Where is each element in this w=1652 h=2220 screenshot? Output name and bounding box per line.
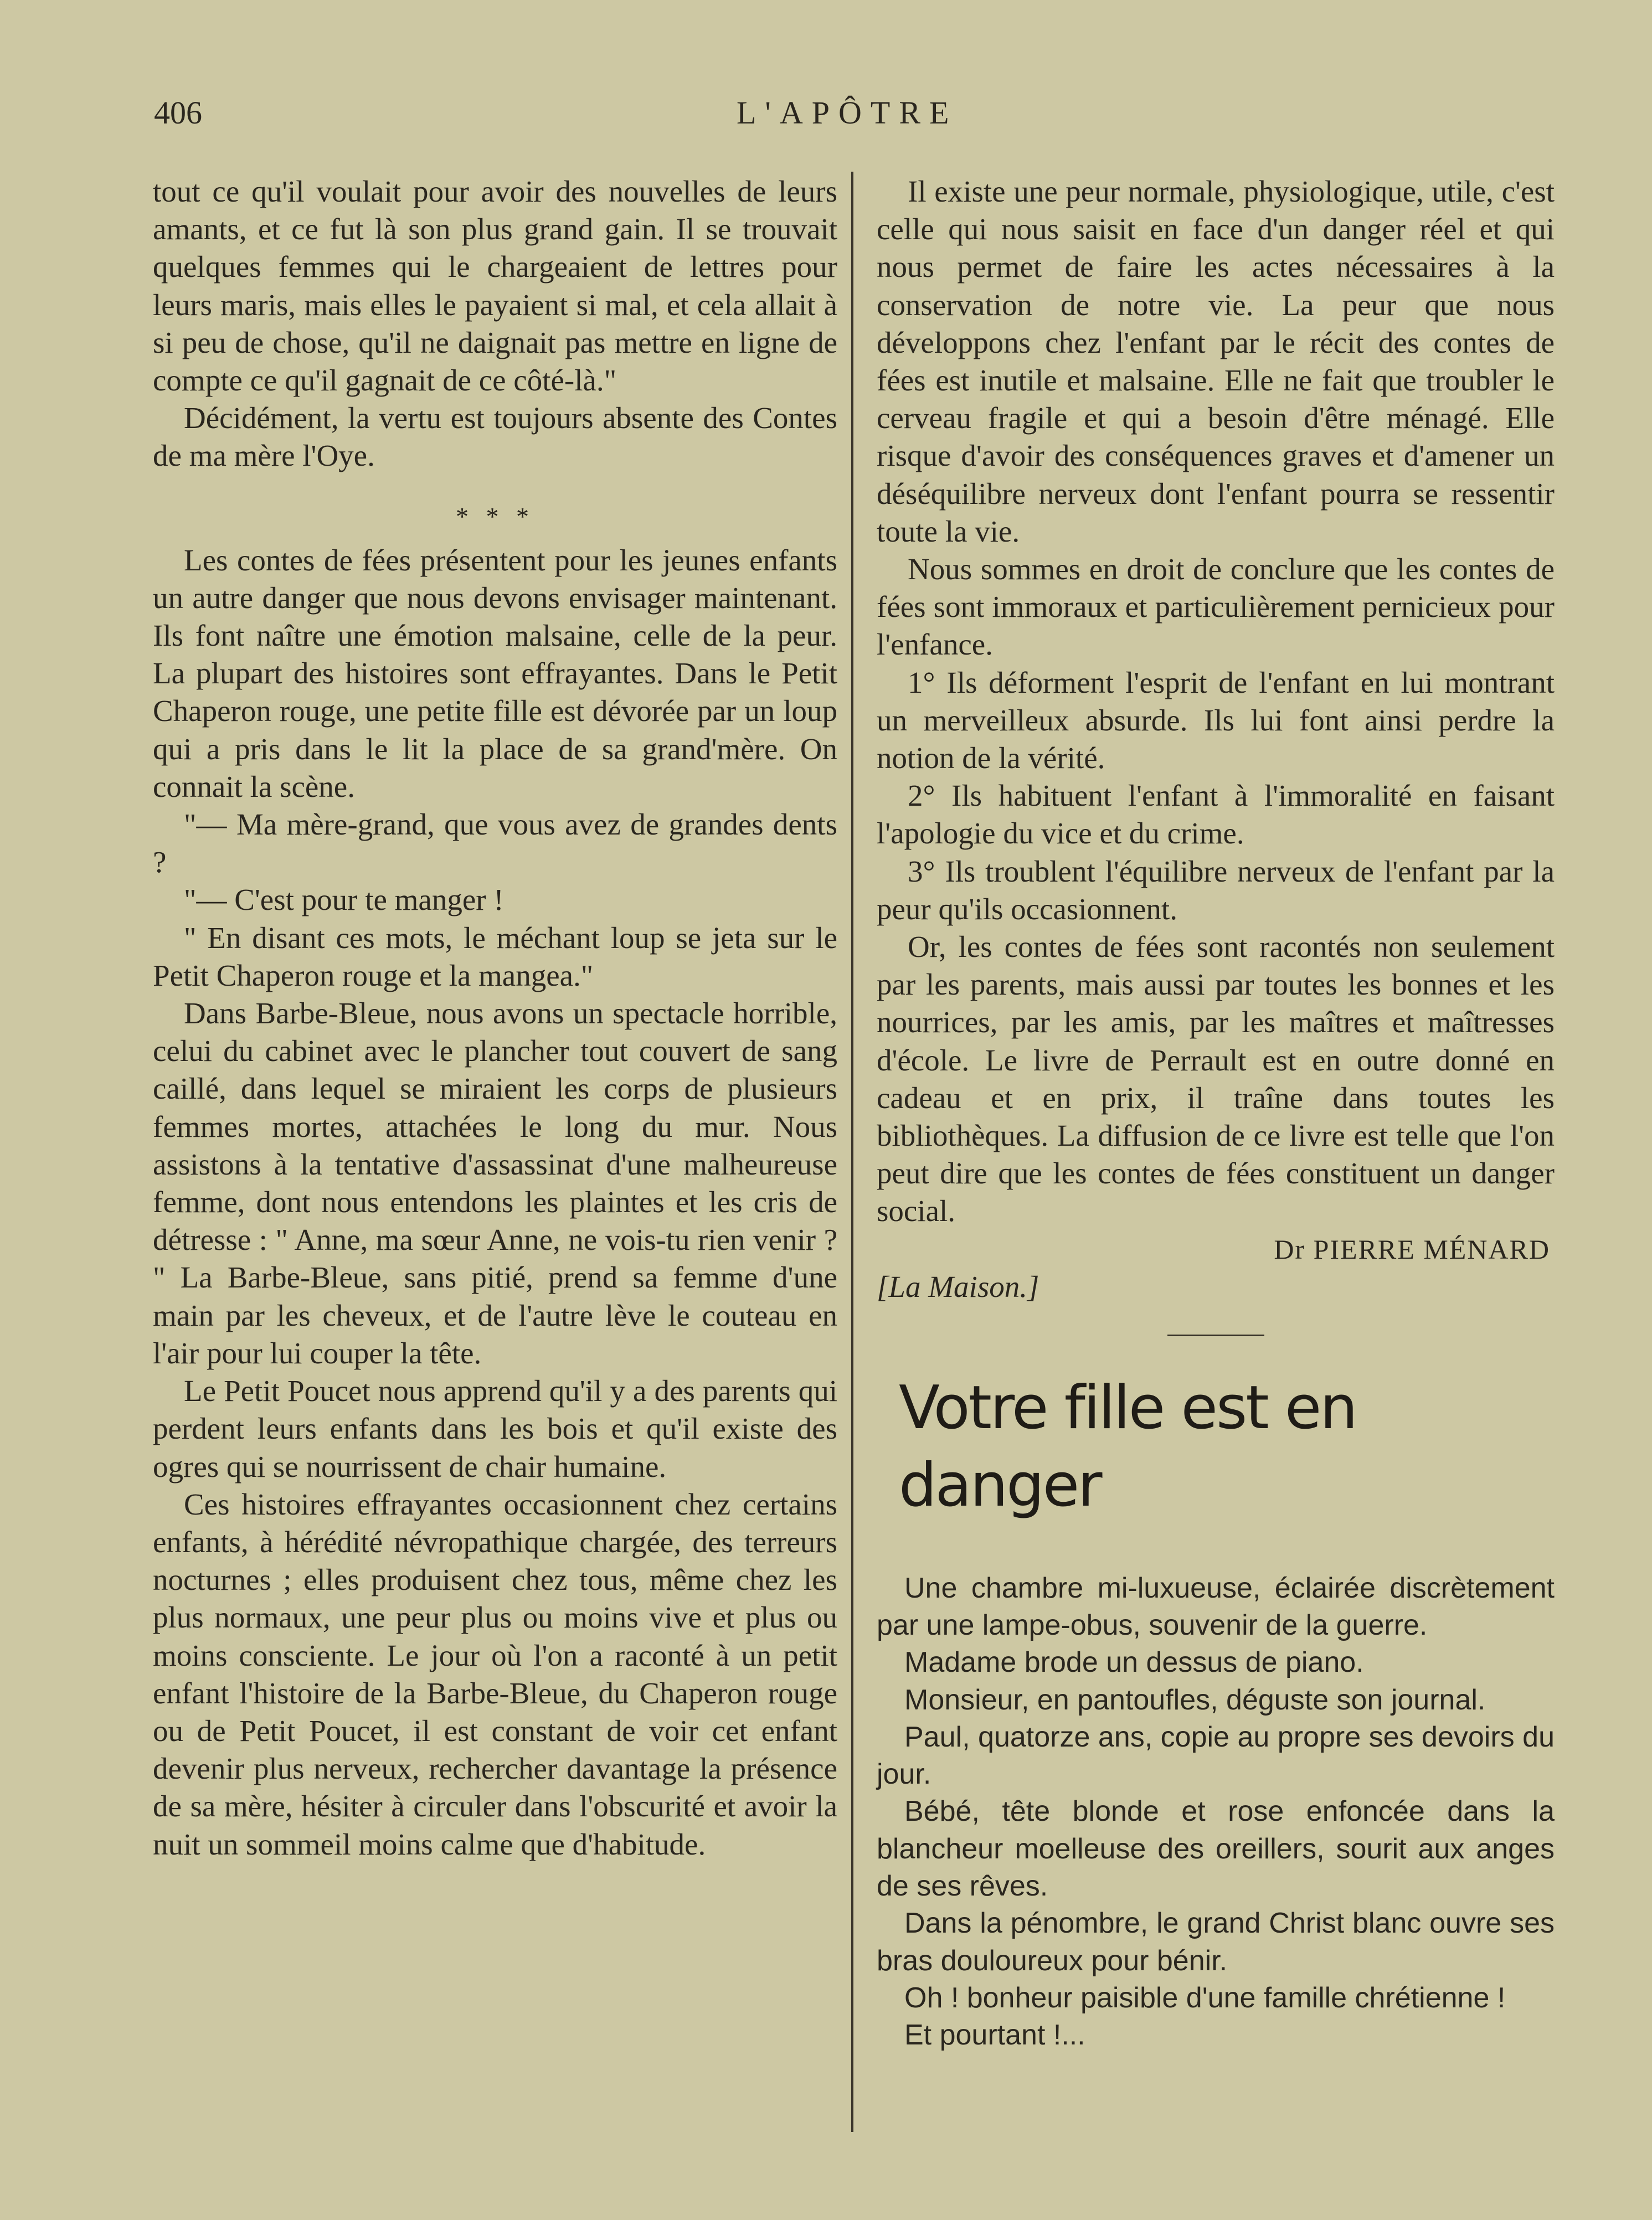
source-citation: [La Maison.]: [877, 1269, 1039, 1304]
paragraph: Décidément, la vertu est toujours absente des Contes de ma mère l'Oye.: [153, 401, 837, 473]
paragraph: " En disant ces mots, le méchant loup se jeta sur le Petit Chaperon rouge et la mangea.": [153, 920, 837, 992]
article: [877, 1369, 1555, 2054]
paragraph: Or, les contes de fées sont racontés non seulement par les parents, mais aussi par toutes les bonnes et les nourrices, par les amis, par les maîtres et maîtresses d'école. Le livre de Perrault est en outre donné en cadeau et en prix, il traîne dans toutes les bibliothèques. La diffusion de ce livre est telle que l'on peut dire que les contes de fées constituent un danger social.: [877, 930, 1555, 1228]
paragraph: 3° Ils troublent l'équilibre nerveux de l'enfant par la peur qu'ils occasionnent.: [877, 854, 1555, 926]
paragraph: Il existe une peur normale, physiologique, utile, c'est celle qui nous saisit en face d'un danger réel et qui nous permet de faire les actes nécessaires à la conservation de notre vie. La peur que nous développons chez l'enfant par le récit des contes de fées est inutile et malsaine. Elle ne fait que troubler le cerveau fragile et qui a besoin d'être ménagé. Elle risque d'avoir des conséquences graves et d'amener un déséquilibre nerveux dont l'enfant pourra se ressentir toute la vie.: [877, 174, 1555, 548]
right-column: [877, 173, 1555, 2054]
section-separator: * * *: [456, 502, 534, 530]
paragraph: Nous sommes en droit de conclure que les contes de fées sont immoraux et particulièrement pernicieux pour l'enfance.: [877, 552, 1555, 662]
running-title: L'APÔTRE: [737, 95, 958, 131]
paragraph: Oh ! bonheur paisible d'une famille chrétienne !: [904, 1981, 1506, 2014]
paragraph: "— C'est pour te manger !: [184, 883, 504, 917]
paragraph: Une chambre mi-luxueuse, éclairée discrètement par une lampe-obus, souvenir de la guerre.: [877, 1572, 1555, 1641]
paragraph: Dans la pénombre, le grand Christ blanc ouvre ses bras douloureux pour bénir.: [877, 1907, 1555, 1977]
paragraph: Madame brode un dessus de piano.: [904, 1646, 1364, 1679]
paragraph: Le Petit Poucet nous apprend qu'il y a des parents qui perdent leurs enfants dans les bois et qu'il existe des ogres qui se nourrissent de chair humaine.: [153, 1374, 837, 1484]
paragraph: Les contes de fées présentent pour les jeunes enfants un autre danger que nous devons envisager maintenant. Ils font naître une émotion malsaine, celle de la peur. La plupart des histoires sont effrayantes. Dans le Petit Chaperon rouge, une petite fille est dévorée par un loup qui a pris dans le lit la place de sa grand'mère. On connait la scène.: [153, 543, 837, 803]
paragraph: Dans Barbe-Bleue, nous avons un spectacle horrible, celui du cabinet avec le plancher tout couvert de sang caillé, dans lequel se miraient les corps de plusieurs femmes mortes, attachées le long du mur. Nous assistons à la tentative d'assassinat d'une malheureuse femme, dont nous entendons les plaintes et les cris de détresse : " Anne, ma sœur Anne, ne vois-tu rien venir ? " La Barbe-Bleue, sans pitié, prend sa femme d'une main par les cheveux, et de l'autre lève le couteau en l'air pour lui couper la tête.: [153, 996, 837, 1370]
paragraph: Et pourtant !...: [904, 2019, 1085, 2052]
author-signature: Dr PIERRE MÉNARD: [1274, 1233, 1550, 1265]
paragraph: Paul, quatorze ans, copie au propre ses devoirs du jour.: [877, 1721, 1555, 1791]
paragraph: 1° Ils déforment l'esprit de l'enfant en lui montrant un merveilleux absurde. Ils lui font ainsi perdre la notion de la vérité.: [877, 665, 1555, 775]
left-column: [153, 173, 837, 1863]
paragraph: "— Ma mère-grand, que vous avez de grandes dents ?: [153, 807, 837, 879]
paragraph: Bébé, tête blonde et rose enfoncée dans la blancheur moelleuse des oreillers, sourit aux anges de ses rêves.: [877, 1795, 1555, 1903]
short-divider: [1167, 1335, 1264, 1336]
paragraph: Monsieur, en pantoufles, déguste son journal.: [904, 1683, 1486, 1716]
page-number: 406: [154, 95, 202, 131]
article-headline: Votre fille est en danger: [899, 1373, 1356, 1520]
column-divider: [851, 172, 853, 2132]
paragraph: tout ce qu'il voulait pour avoir des nouvelles de leurs amants, et ce fut là son plus grand gain. Il se trouvait quelques femmes qui le chargeaient de lettres pour leurs maris, mais elles le payaient si mal, et cela allait à si peu de chose, qu'il ne daignait pas mettre en ligne de compte ce qu'il gagnait de ce côté-là.": [153, 174, 837, 398]
paragraph: 2° Ils habituent l'enfant à l'immoralité en faisant l'apologie du vice et du crime.: [877, 779, 1555, 851]
page-header: [0, 94, 1652, 138]
paragraph: Ces histoires effrayantes occasionnent chez certains enfants, à hérédité névropathique chargée, des terreurs nocturnes ; elles produisent chez tous, même chez les plus normaux, une peur plus ou moins vive et plus ou moins consciente. Le jour où l'on a raconté à un petit enfant l'histoire de la Barbe-Bleue, du Chaperon rouge ou de Petit Poucet, il est constant de voir cet enfant devenir plus nerveux, rechercher davantage la présence de sa mère, hésiter à circuler dans l'obscurité et avoir la nuit un sommeil moins calme que d'habitude.: [153, 1487, 837, 1861]
